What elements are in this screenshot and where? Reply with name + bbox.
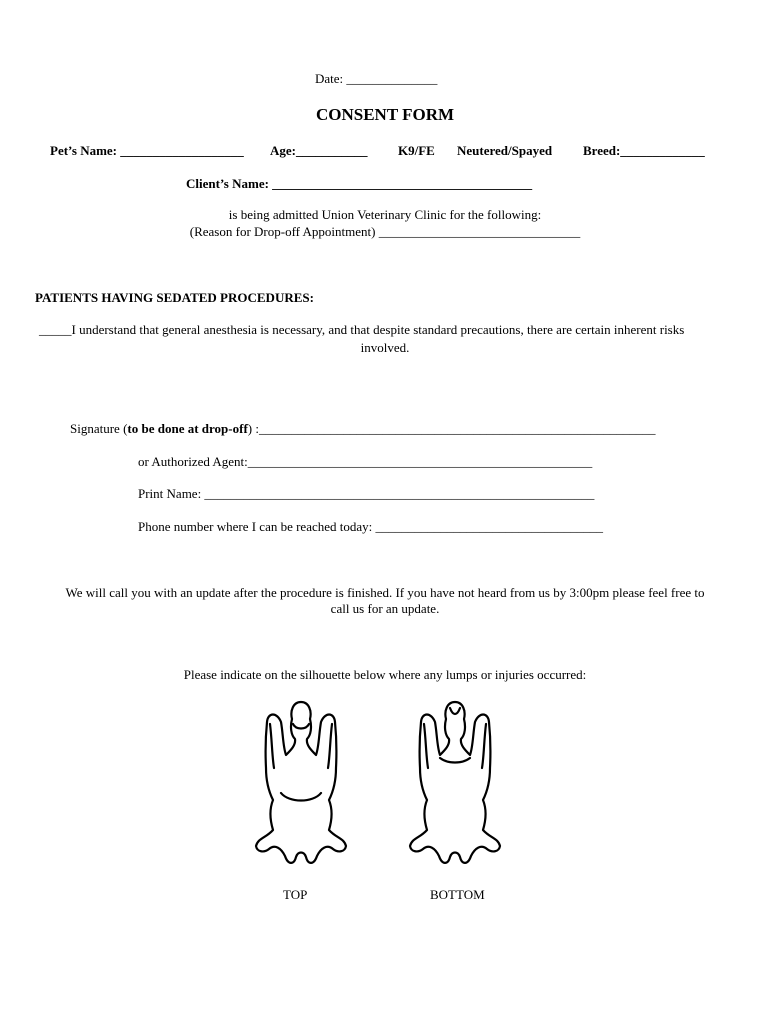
signature-line[interactable]: ) :_____________________________________________________________ <box>247 421 656 436</box>
anesthesia-consent-line-2: involved. <box>360 340 410 355</box>
breed-field[interactable]: Breed:_____________ <box>583 143 705 158</box>
silhouette-instruction: Please indicate on the silhouette below where any lumps or injuries occurred: <box>183 667 587 682</box>
anesthesia-consent-line[interactable]: _____I understand that general anesthesia is necessary, and that despite standard precautions, there are certain inherent risks <box>39 322 685 337</box>
update-notice: We will call you with an update after the procedure is finished. If you have not heard from us by 3:00pm please feel free to <box>65 585 705 600</box>
dog-silhouette-bottom-icon[interactable] <box>400 698 510 888</box>
species-sex-label: K9/FE <box>398 143 435 158</box>
signature-note: to be done at drop-off <box>127 421 248 436</box>
signature-field[interactable] <box>70 421 655 437</box>
update-notice-2: call us for an update. <box>330 601 440 616</box>
form-title: CONSENT FORM <box>315 105 455 124</box>
dog-silhouette-top-icon[interactable] <box>246 698 356 888</box>
authorized-agent-field[interactable]: or Authorized Agent:_____________________________________________________ <box>138 454 593 469</box>
silhouette-bottom-label: BOTTOM <box>430 887 485 902</box>
reason-field[interactable]: (Reason for Drop-off Appointment) _______________________________ <box>189 224 581 239</box>
print-name-field[interactable]: Print Name: ____________________________________________________________ <box>138 486 595 501</box>
admission-text: is being admitted Union Veterinary Clinic for the following: <box>228 207 542 222</box>
signature-label: Signature ( <box>70 421 128 436</box>
phone-field[interactable]: Phone number where I can be reached today: ___________________________________ <box>138 519 604 534</box>
age-field[interactable]: Age:___________ <box>270 143 368 158</box>
date-field[interactable]: Date: ______________ <box>315 71 438 86</box>
silhouette-top-label: TOP <box>283 887 308 902</box>
neutered-spayed-label: Neutered/Spayed <box>457 143 553 158</box>
sedation-heading: PATIENTS HAVING SEDATED PROCEDURES: <box>35 290 314 305</box>
pet-name-field[interactable]: Pet’s Name: ___________________ <box>50 143 244 158</box>
client-name-field[interactable]: Client’s Name: ________________________________________ <box>186 176 533 191</box>
